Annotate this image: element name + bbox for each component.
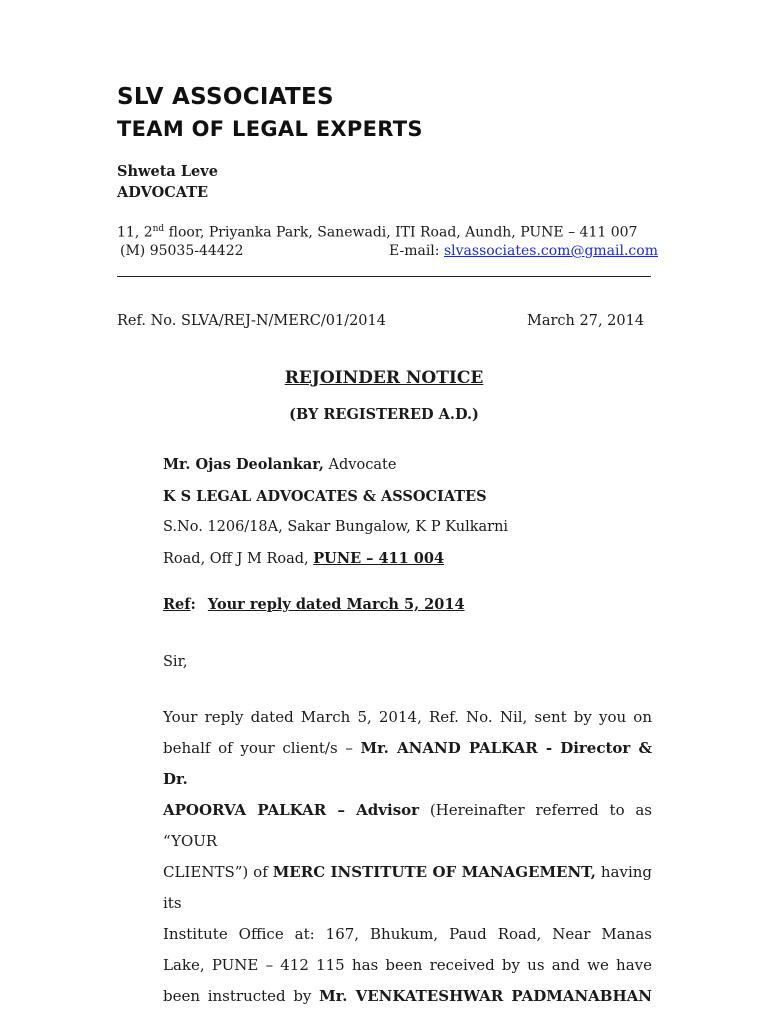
subject-line [163,596,465,613]
notice-title: REJOINDER NOTICE [284,368,484,388]
body-paragraph [163,702,652,1012]
advocate-title: ADVOCATE [117,184,209,201]
reference-number: Ref. No. SLVA/REJ-N/MERC/01/2014 [117,313,386,329]
address-sup: nd [152,224,165,234]
body-line: behalf of your client/s – Mr. ANAND PALKAR - Director & Dr. [163,739,652,788]
email-label: E-mail: [389,243,440,259]
salutation: Sir, [163,654,188,670]
body-line: Lake, PUNE – 412 115 has been received by us and we have [163,956,652,974]
notice-subtitle: (BY REGISTERED A.D.) [289,406,479,423]
recipient-name-line [163,456,396,473]
body-line: been instructed by Mr. VENKATESHWAR PADMANABHAN [163,987,653,1005]
mobile-number: (M) 95035-44422 [120,243,244,259]
firm-tagline: TEAM OF LEGAL EXPERTS [117,117,423,141]
firm-name: SLV ASSOCIATES [117,84,334,110]
recipient-address-line1: S.No. 1206/18A, Sakar Bungalow, K P Kulkarni [163,519,509,535]
recipient-role: Advocate [323,457,397,473]
advocate-name: Shweta Leve [117,163,218,180]
email-link[interactable]: slvassociates.com@gmail.com [443,243,658,259]
subject-label: Ref [163,596,191,613]
recipient-name: Mr. Ojas Deolankar, [163,456,324,473]
body-line: CLIENTS”) of MERC INSTITUTE OF MANAGEMENT, having its [163,863,653,912]
address-post: floor, Priyanka Park, Sanewadi, ITI Road, Aundh, PUNE – 411 007 [164,224,638,241]
subject-colon: : [190,596,196,613]
letter-date: March 27, 2014 [527,313,645,329]
body-line: Your reply dated March 5, 2014, Ref. No. Nil, sent by you on [163,708,652,726]
body-line: Institute Office at: 167, Bhukum, Paud Road, Near Manas [163,925,652,943]
recipient-firm: K S LEGAL ADVOCATES & ASSOCIATES [163,488,487,505]
letterhead-divider [117,276,651,277]
recipient-city: PUNE – 411 004 [313,550,445,567]
recipient-address-line2 [163,550,444,567]
subject-text: Your reply dated March 5, 2014 [207,596,465,613]
body-line: APOORVA PALKAR – Advisor (Hereinafter referred to as “YOUR [163,801,653,850]
firm-address [117,224,637,241]
address-line2-prefix: Road, Off J M Road, [163,551,314,567]
email-line [389,243,658,259]
address-pre: 11, 2 [117,224,153,241]
